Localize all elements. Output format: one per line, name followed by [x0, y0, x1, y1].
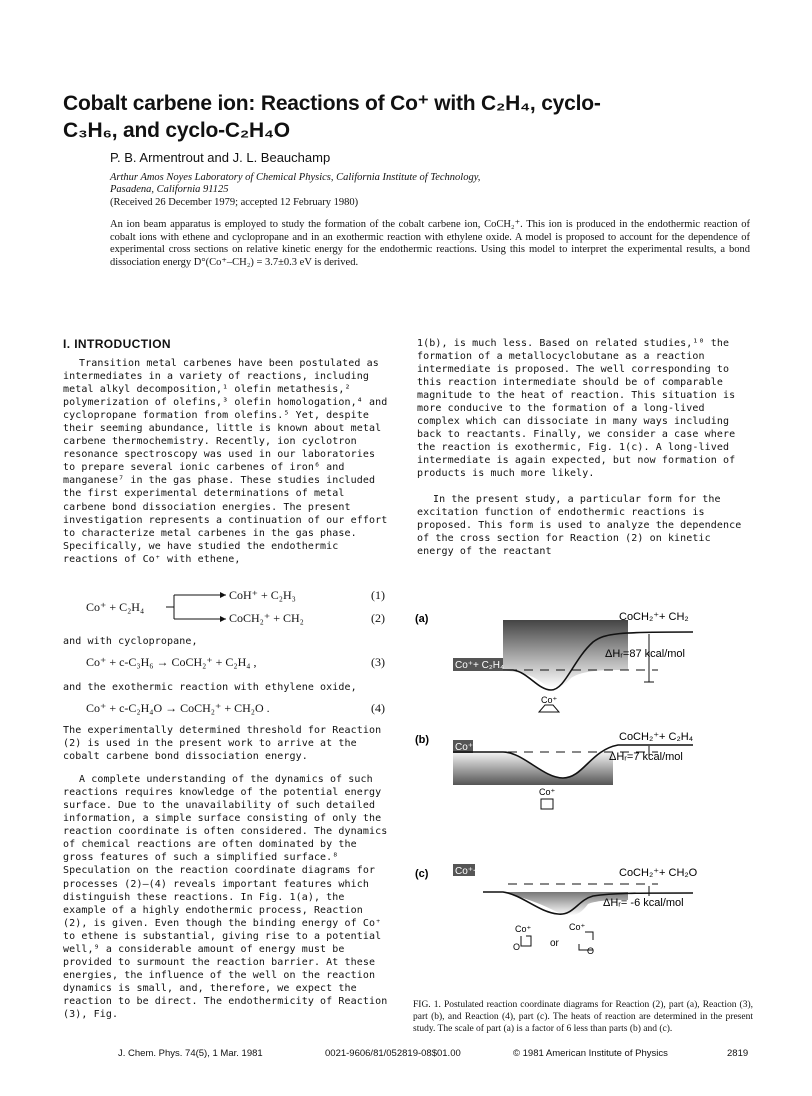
branch-arrow-icon: [166, 590, 228, 624]
panel-b-ring-icon: [541, 799, 553, 809]
panel-c-complex-1: Co⁺: [515, 924, 532, 934]
footer-journal: J. Chem. Phys. 74(5), 1 Mar. 1981: [118, 1048, 263, 1059]
received-dates: (Received 26 December 1979; accepted 12 February 1980): [110, 197, 359, 208]
intro-paragraph-1: Transition metal carbenes have been postulated as intermediates in a variety of reactions, including metal alkyl decomposition,¹ olefin metathesis,² polymerization of olefins,³ olefin homologation,⁴ and cyclopropane formation from olefins.⁵ Yet, despite their seeming abundance, little is known about metal carbene thermochemistry. Recently, ion cyclotron resonance spectroscopy was used in our laboratories to prepare several ionic carbenes of iron⁶ and manganese⁷ in the gas phase. These studies included the first experimental determinations of metal carbene bond dissociation energies. The present investigation represents a continuation of our effort to characterize metal carbenes in the gas phase. Specifically, we have studied the endothermic reactions of Co⁺ with ethene,: [63, 358, 388, 565]
title-line-2: C₃H₆, and cyclo-C₂H₄O: [63, 119, 290, 142]
panel-b-shading: [453, 750, 613, 785]
eq3-number: (3): [371, 655, 385, 669]
panel-c-or: or: [550, 938, 559, 949]
eq2-products: CoCH₂⁺ + CH₂: [229, 611, 304, 625]
text-ethylene-oxide: and the exothermic reaction with ethylene oxide,: [63, 682, 357, 693]
panel-a-products: CoCH₂⁺+ CH₂: [619, 611, 689, 623]
reaction-coordinate-diagrams: [413, 600, 763, 995]
abstract: An ion beam apparatus is employed to study the formation of the cobalt carbene ion, CoCH₂⁺. This ion is produced in the endothermic reaction of cobalt ions with ethene and cyclopropane and in an exothermic reaction with ethylene oxide. A model is proposed to account for the dependence of experimental cross sections on relative kinetic energy for the endothermic reactions. Using this model to interpret the experimental results, a bond dissociation energy D°(Co⁺–CH₂) = 3.7±0.3 eV is derived.: [110, 219, 750, 268]
text-cyclopropane: and with cyclopropane,: [63, 636, 198, 647]
panel-b-label: (b): [415, 734, 430, 746]
panel-a-complex-ring-icon: [539, 705, 559, 712]
panel-c-complex-2: Co⁺: [569, 922, 586, 932]
eq3-text: Co⁺ + c-C₃H₆ → CoCH₂⁺ + C₂H₄ ,: [86, 655, 257, 669]
paragraph-dynamics: A complete understanding of the dynamics of such reactions requires knowledge of the potential energy surface. Due to the unavailability of such detailed information, a simple surface consisting of only the reaction coordinate is often considered. The dynamics of chemical reactions are often dominated by the gross features of such a simplified surface.⁸ Speculation on the reaction coordinate diagrams for processes (2)–(4) reveals important features which distinguish these reactions. In Fig. 1(a), the example of a highly endothermic process, Reaction (2), is given. Even though the binding energy of Co⁺ to ethene is substantial, giving rise to a potential well,⁹ a considerable amount of energy must be provided to surmount the reaction barrier. At these energies, the influence of the well on the reaction dynamics is small, and, therefore, we expect the reaction to be direct. The endothermicity of Reaction (3), Fig.: [63, 774, 388, 1020]
panel-c-dh: ΔHᵣ= -6 kcal/mol: [603, 897, 684, 909]
figure-1: [413, 600, 763, 995]
left-column-intro: [63, 357, 393, 566]
footer-copyright: © 1981 American Institute of Physics: [513, 1048, 668, 1059]
equation-3: [63, 655, 393, 671]
panel-c-products: CoCH₂⁺+ CH₂O: [619, 867, 698, 879]
panel-a-complex: Co⁺: [541, 695, 558, 705]
panel-b-reactants: Co⁺+ △: [455, 742, 490, 753]
paragraph-present-study: In the present study, a particular form for the excitation function of endothermic reactions is proposed. This form is used to analyze the dependence of the cross section for Reaction (2) on kinetic energy of the reactant: [417, 493, 742, 557]
right-column-text: [417, 337, 752, 558]
paragraph-threshold: The experimentally determined threshold for Reaction (2) is used in the present work to arrive at the cobalt carbene bond dissociation energy.: [63, 725, 382, 763]
panel-c-complex-2-o: O: [587, 946, 595, 956]
panel-a-reactants: Co⁺+ C₂H₄: [455, 660, 505, 671]
eq1-products: CoH⁺ + C₂H₃: [229, 588, 296, 602]
paragraph-metallocyclobutane: 1(b), is much less. Based on related studies,¹⁰ the formation of a metallocyclobutane as a reaction intermediate is proposed. The well corresponding to this reaction intermediate should be of comparable magnitude to the heat of reaction. This situation is more conducive to the formation of a long-lived complex which can dissociate in many ways including back to reactants. Finally, we consider a case where the reaction is exothermic, Fig. 1(c). A long-lived intermediate is again expected, but now formation of products is much more likely.: [417, 338, 736, 480]
panel-c-ring-1-icon: [521, 936, 531, 946]
panel-b-products: CoCH₂⁺+ C₂H₄: [619, 731, 694, 743]
panel-b-dh: ΔHᵣ=7 kcal/mol: [609, 751, 683, 763]
eq4-text: Co⁺ + c-C₂H₄O → CoCH₂⁺ + CH₂O .: [86, 701, 270, 715]
article-title: [63, 90, 683, 144]
section-heading: I. INTRODUCTION: [63, 337, 171, 351]
panel-b-complex: Co⁺: [539, 787, 556, 797]
authors: P. B. Armentrout and J. L. Beauchamp: [110, 150, 331, 165]
equation-block-1-2: [63, 586, 393, 626]
eq1-number: (1): [371, 588, 385, 602]
panel-a-dh: ΔHᵣ=87 kcal/mol: [605, 648, 685, 660]
affiliation: Arthur Amos Noyes Laboratory of Chemical Physics, California Institute of Technology, Pasadena, California 91125: [110, 172, 481, 195]
panel-c-reactants: Co⁺+ △: [455, 866, 490, 877]
eq2-number: (2): [371, 611, 385, 625]
panel-c-label: (c): [415, 868, 429, 880]
title-line-1: Cobalt carbene ion: Reactions of Co⁺ with C₂H₄, cyclo-: [63, 92, 601, 115]
eq1-reactants: Co⁺ + C₂H₄: [86, 600, 145, 614]
panel-a-label: (a): [415, 613, 429, 625]
eq4-number: (4): [371, 701, 385, 715]
panel-c-complex-1-o: O: [513, 942, 521, 952]
footer-code: 0021-9606/81/052819-08$01.00: [325, 1048, 461, 1059]
equation-4: [63, 701, 393, 717]
figure-1-caption: FIG. 1. Postulated reaction coordinate diagrams for Reaction (2), part (a), Reaction (3), part (b), and Reaction (4), part (c). The heats of reaction are determined in the present study. The scale of part (a) is a factor of 6 less than parts (b) and (c).: [413, 1000, 753, 1034]
left-column-continued: [63, 724, 393, 1021]
page-number: 2819: [727, 1048, 749, 1059]
